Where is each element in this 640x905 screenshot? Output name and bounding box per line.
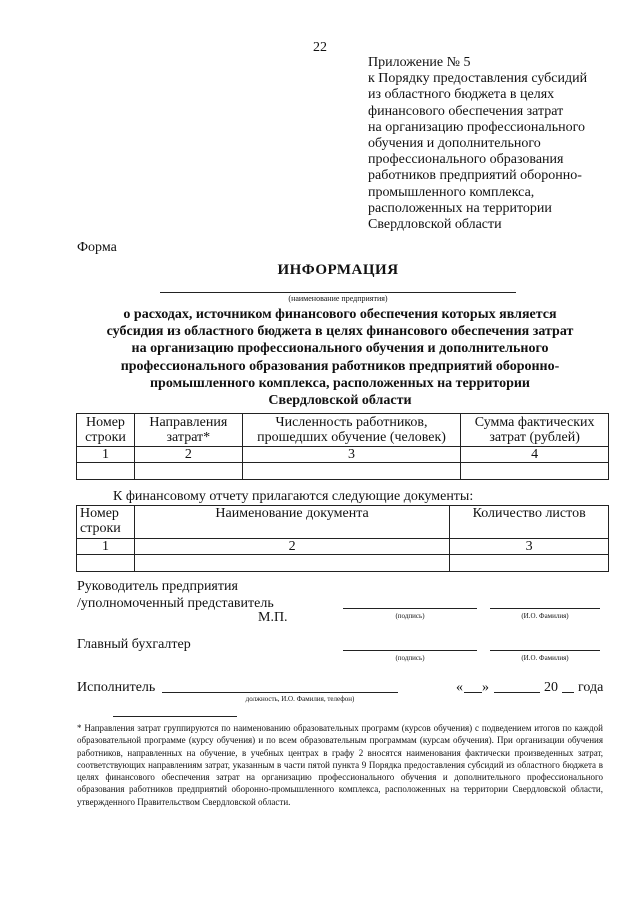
documents-table [76,505,609,572]
appendix-line: профессионального образования [368,152,564,168]
subtitle-line: на организацию профессионального обучения и дополнительного [131,341,549,357]
date-year-suffix: года [578,680,604,695]
table-header-row [77,506,609,539]
header-text: затрат* [166,430,211,445]
accountant-signature-caption: (подпись) [395,654,425,662]
expenses-table [76,413,609,480]
executor-line[interactable] [162,692,398,693]
appendix-line: финансового обеспечения затрат [368,103,564,119]
document-title: ИНФОРМАЦИЯ [277,262,399,278]
subtitle-line: Свердловской области [268,393,412,409]
table-row [77,555,609,572]
accountant-label: Главный бухгалтер [77,637,191,652]
empty-cell[interactable] [77,555,135,572]
header-trained-count [242,414,460,447]
appendix-line: работников предприятий оборонно- [368,168,582,184]
date-close-quote: » [482,680,489,695]
executor-label: Исполнитель [77,680,156,695]
footnote: * Направления затрат группируются по наименованию образовательных программ (курсов обучения) с подведением итогов по каждой образовательной программе (курсу обучения) и по всем образовательным программам (курсам обучения). При организации обучения работников, направленных на обучение, в учебных центрах в графу 2 вносятся наименования фактически произведенных затрат, соответствующих направлениям затрат, указанным в части пятой пункта 9 Порядка предоставления субсидий из областного бюджета в целях финансового обеспечения затрат на организацию профессионального обучения и дополнительного профессионального образования работников предприятий оборонно-промышленного комплекса, расположенных на территории Свердловской области, утвержденного Правительством Свердловской области. [77,723,603,807]
head-signature-line[interactable] [343,608,477,609]
empty-cell[interactable] [461,463,609,480]
accountant-name-caption: (И.О. Фамилия) [521,654,569,662]
enterprise-name-caption: (наименование предприятия) [288,294,388,303]
appendix-line: Свердловской области [368,217,502,233]
appendix-line: на организацию профессионального [368,119,585,135]
form-label: Форма [77,240,117,255]
column-number-row [77,539,609,555]
header-text: Номер [80,506,119,521]
column-number: 1 [77,539,135,555]
date-month-line[interactable] [494,692,540,693]
head-name-line[interactable] [490,608,600,609]
page-number: 22 [313,40,327,55]
column-number: 4 [461,447,609,463]
header-cost-direction [134,414,242,447]
header-row-number [77,506,135,539]
appendix-line: промышленного комплекса, [368,184,535,200]
appendix-header [368,55,630,233]
header-actual-costs [461,414,609,447]
header-sheet-count [450,506,609,539]
executor-caption: должность, И.О. Фамилия, телефон) [245,695,355,703]
empty-cell[interactable] [134,555,449,572]
attachments-caption: К финансовому отчету прилагаются следующие документы: [113,489,474,504]
header-document-name [134,506,449,539]
appendix-line: расположенных на территории [368,200,552,216]
empty-cell[interactable] [134,463,242,480]
signature-caption: (подпись) [395,612,425,620]
appendix-line: обучения и дополнительного [368,136,541,152]
column-number: 2 [134,447,242,463]
column-number: 1 [77,447,135,463]
date-year-prefix: 20 [544,680,558,695]
date-year-line[interactable] [562,692,574,693]
enterprise-name-line[interactable] [160,292,516,293]
header-text: Наименование документа [215,506,369,521]
header-text: Направления [149,415,228,430]
header-text: затрат (рублей) [489,430,580,445]
head-label-line2: /уполномоченный представитель [77,596,274,611]
date-open-quote: « [456,680,463,695]
subtitle-line: субсидия из областного бюджета в целях финансового обеспечения затрат [106,324,574,340]
subtitle-line: профессионального образования работников предприятий оборонно- [120,358,560,374]
appendix-line: к Порядку предоставления субсидий [368,71,588,87]
header-text: прошедших обучение (человек) [257,430,446,445]
accountant-name-line[interactable] [490,650,600,651]
empty-cell[interactable] [242,463,460,480]
column-number-row [77,447,609,463]
appendix-line: Приложение № 5 [368,55,471,70]
header-text: строки [85,430,126,445]
header-text: строки [80,521,121,536]
head-label-line1: Руководитель предприятия [77,579,238,594]
column-number: 3 [450,539,609,555]
header-text: Номер [86,415,125,430]
header-text: Численность работников, [275,415,428,430]
empty-cell[interactable] [77,463,135,480]
empty-cell[interactable] [450,555,609,572]
table-header-row [77,414,609,447]
accountant-signature-line[interactable] [343,650,477,651]
column-number: 3 [242,447,460,463]
stamp-place-label: М.П. [258,610,288,625]
document-subtitle [70,306,610,409]
table-row [77,463,609,480]
column-number: 2 [134,539,449,555]
appendix-line: из областного бюджета в целях [368,87,555,103]
name-caption: (И.О. Фамилия) [521,612,569,620]
date-day-line[interactable] [464,692,482,693]
subtitle-line: промышленного комплекса, расположенных на территории [149,375,530,391]
footnote-separator [113,716,237,717]
header-row-number [77,414,135,447]
header-text: Количество листов [472,506,586,521]
header-text: Сумма фактических [474,415,595,430]
subtitle-line: о расходах, источником финансового обеспечения которых является [123,307,557,322]
